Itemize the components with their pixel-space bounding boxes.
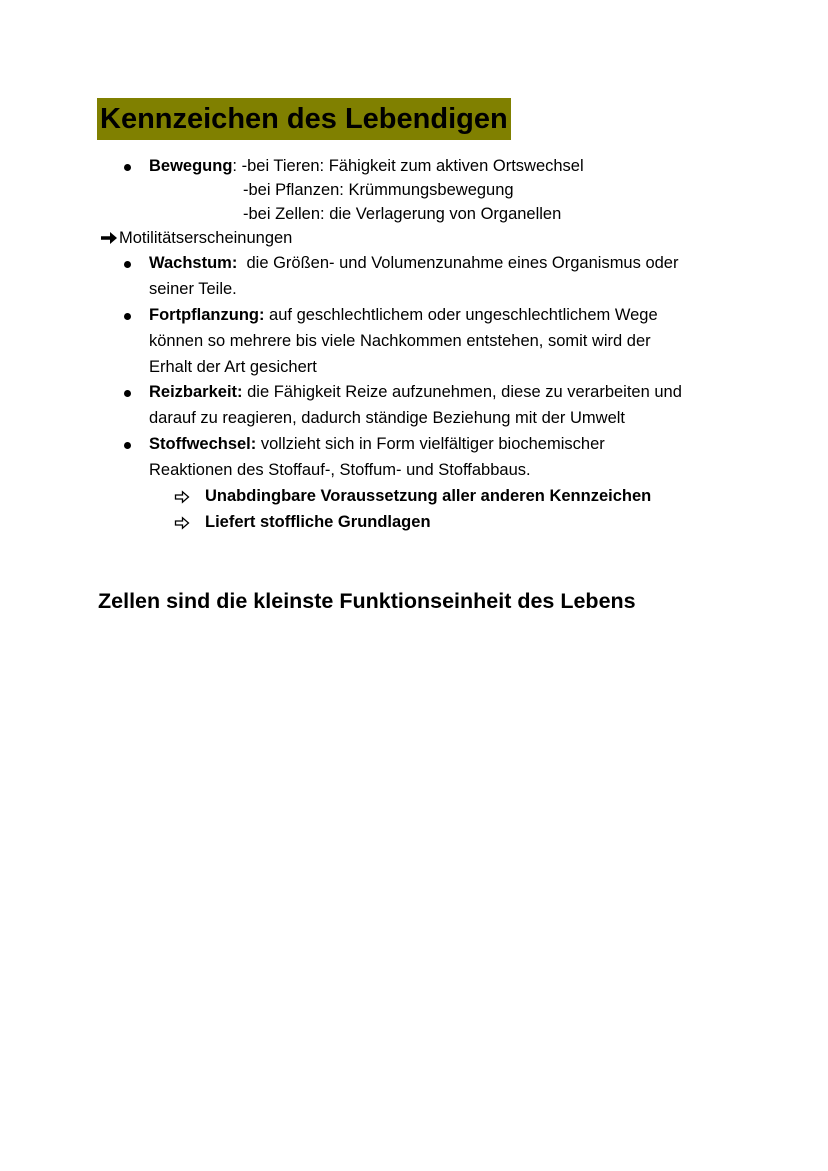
reizbarkeit-line-2: darauf zu reagieren, dadurch ständige Beziehung mit der Umwelt [149, 409, 626, 427]
term-separator: : [232, 157, 242, 175]
bullet-dot-icon [124, 313, 131, 320]
list-item-fortpflanzung [149, 303, 658, 329]
motilitaet-line [100, 226, 292, 252]
bewegung-line-3: -bei Zellen: die Verlagerung von Organellen [243, 205, 562, 223]
term-fortpflanzung: Fortpflanzung: [149, 306, 265, 324]
stoffwechsel-line-2: Reaktionen des Stoffauf-, Stoffum- und Stoffabbaus. [149, 461, 531, 479]
section-heading-zellen: Zellen sind die kleinste Funktionseinheit des Lebens [98, 589, 636, 613]
bullet-dot-icon [124, 442, 131, 449]
list-item-stoffwechsel [149, 432, 605, 458]
bullet-dot-icon [124, 164, 131, 171]
hollow-right-arrow-icon [174, 490, 190, 504]
fortpflanzung-line-3: Erhalt der Art gesichert [149, 358, 317, 376]
page-title [97, 98, 511, 140]
fortpflanzung-line-1: auf geschlechtlichem oder ungeschlechtlichem Wege [264, 306, 658, 324]
solid-right-arrow-icon [100, 231, 118, 245]
term-wachstum: Wachstum: [149, 254, 238, 272]
list-item-wachstum [149, 251, 678, 277]
bewegung-line-1: -bei Tieren: Fähigkeit zum aktiven Ortswechsel [241, 157, 584, 175]
wachstum-line-2: seiner Teile. [149, 280, 237, 298]
term-bewegung: Bewegung [149, 157, 233, 175]
reizbarkeit-line-1: die Fähigkeit Reize aufzunehmen, diese zu verarbeiten und [242, 383, 682, 401]
bullet-dot-icon [124, 261, 131, 268]
stoffwechsel-sub-1: Unabdingbare Voraussetzung aller anderen Kennzeichen [205, 487, 652, 505]
stoffwechsel-line-1: vollzieht sich in Form vielfältiger biochemischer [256, 435, 605, 453]
hollow-right-arrow-icon [174, 516, 190, 530]
motilitaet-text: Motilitätserscheinungen [119, 229, 293, 247]
page-title-text: Kennzeichen des Lebendigen [100, 103, 508, 135]
term-stoffwechsel: Stoffwechsel: [149, 435, 257, 453]
bewegung-line-2: -bei Pflanzen: Krümmungsbewegung [243, 181, 514, 199]
fortpflanzung-line-2: können so mehrere bis viele Nachkommen entstehen, somit wird der [149, 332, 651, 350]
list-item-reizbarkeit [149, 380, 682, 406]
list-item-bewegung [149, 154, 584, 180]
stoffwechsel-sub-2: Liefert stoffliche Grundlagen [205, 513, 431, 531]
wachstum-line-1: die Größen- und Volumenzunahme eines Organismus oder [237, 254, 679, 272]
bullet-dot-icon [124, 390, 131, 397]
term-reizbarkeit: Reizbarkeit: [149, 383, 243, 401]
